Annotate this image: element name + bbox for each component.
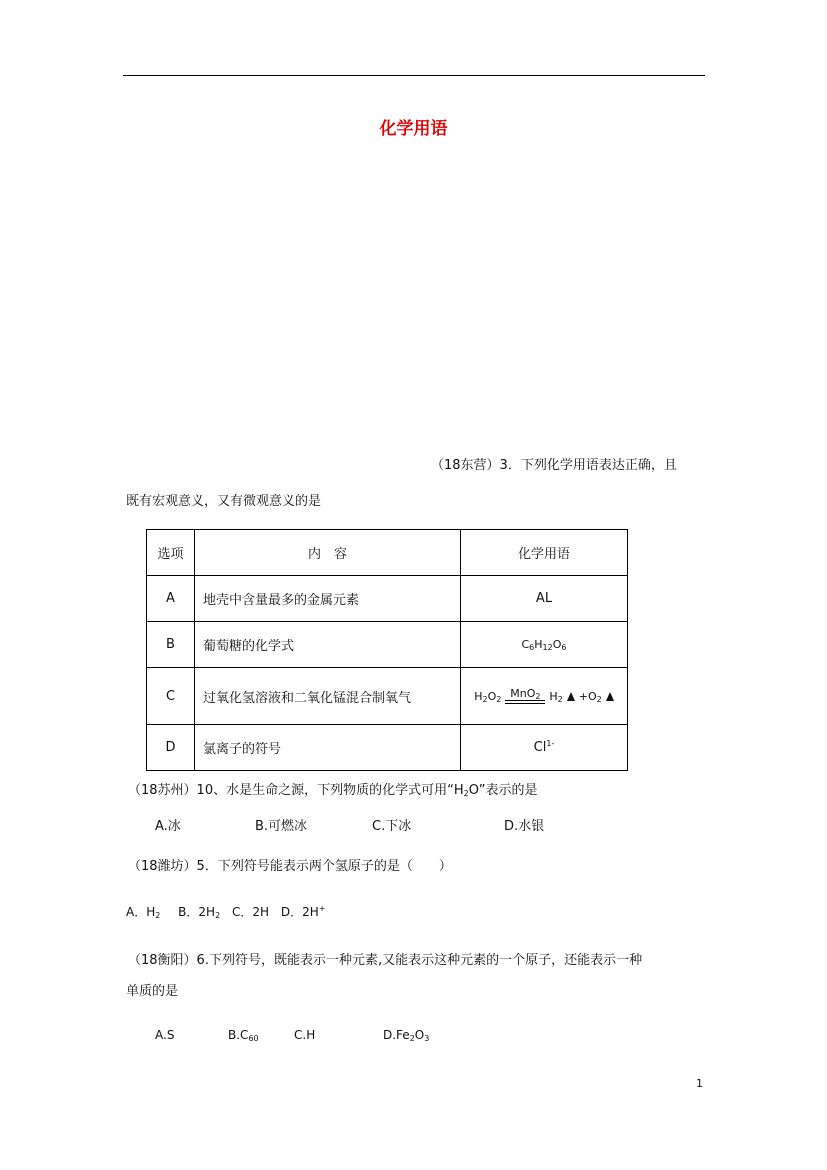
chemical-equation: $H_2O_2$ MnO$_2$ $H_2$ $+O_2$: [474, 688, 613, 704]
q10-option-a: A.冰: [155, 819, 181, 834]
table-row: [147, 576, 628, 622]
row-content: 过氧化氢溶液和二氧化锰混合制氧气: [195, 668, 461, 725]
question-6-line1: （18衡阳）6.下列符号，既能表示一种元素,又能表示这种元素的一个原子，还能表示一种: [128, 953, 643, 968]
q5-option-a: A．$H_2$: [126, 905, 161, 920]
page-title: 化学用语: [379, 119, 448, 139]
page-number: 1: [696, 1077, 703, 1090]
header-term: 化学用语: [461, 530, 628, 576]
question-3-line1: （18东营）3．下列化学用语表达正确，且: [431, 458, 677, 473]
q6-option-b: $B.C_{60}$: [228, 1028, 259, 1043]
q10-option-c: C.下冰: [372, 819, 412, 834]
q5-option-d: D．2H+: [280, 904, 326, 919]
question-3-line2: 既有宏观意义，又有微观意义的是: [126, 494, 322, 509]
question-10-text: （18苏州）10、水是生命之源，下列物质的化学式可用“$H_2O$”表示的是: [128, 783, 538, 798]
q6-option-c: C.H: [294, 1028, 316, 1042]
reaction-condition: MnO$_2$: [505, 688, 545, 704]
row-term: $Cl^{1-}$: [461, 725, 628, 771]
q6-option-a: A.S: [155, 1028, 175, 1042]
row-option: C: [147, 668, 195, 725]
header-option: 选项: [147, 530, 195, 576]
table-row: [147, 668, 628, 725]
row-content: 氯离子的符号: [195, 725, 461, 771]
header-rule: [123, 75, 705, 76]
answer-table: [146, 529, 628, 771]
row-option: A: [147, 576, 195, 622]
q6-option-d: $D.Fe_2O_3$: [383, 1028, 430, 1043]
table-row: [147, 622, 628, 668]
table-header-row: [147, 530, 628, 576]
q10-option-d: D.水银: [504, 819, 545, 834]
q10-option-b: B.可燃冰: [255, 819, 308, 834]
row-content: 地壳中含量最多的金属元素: [195, 576, 461, 622]
row-equation: [461, 668, 628, 725]
q5-options: [126, 903, 325, 920]
table-row: [147, 725, 628, 771]
row-term-formula: $C_6H_{12}O_6$: [461, 622, 628, 668]
gas-up-arrow-icon: [606, 692, 614, 701]
question-5-text: （18潍坊）5．下列符号能表示两个氢原子的是（ ）: [128, 859, 452, 874]
q5-option-c: C．2H: [231, 905, 270, 919]
q5-option-b: B．$2H_2$: [178, 905, 221, 920]
row-option: B: [147, 622, 195, 668]
question-6-line2: 单质的是: [126, 984, 179, 999]
gas-up-arrow-icon: [567, 692, 575, 701]
header-content: 内 容: [195, 530, 461, 576]
equals-sign: [505, 700, 545, 704]
row-content: 葡萄糖的化学式: [195, 622, 461, 668]
row-option: D: [147, 725, 195, 771]
row-term: AL: [461, 576, 628, 622]
